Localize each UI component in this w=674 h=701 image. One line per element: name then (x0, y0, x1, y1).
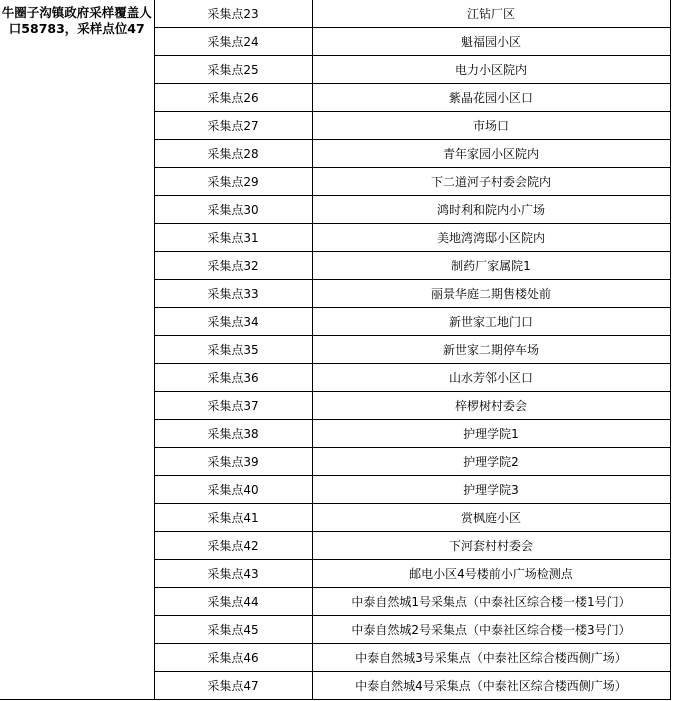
point-cell[interactable]: 采集点41 (154, 504, 312, 532)
point-cell[interactable]: 采集点28 (154, 140, 312, 168)
location-cell[interactable]: 护理学院2 (312, 448, 670, 476)
location-cell[interactable]: 护理学院3 (312, 476, 670, 504)
point-cell[interactable]: 采集点45 (154, 616, 312, 644)
point-cell[interactable]: 采集点34 (154, 308, 312, 336)
point-cell[interactable]: 采集点35 (154, 336, 312, 364)
point-cell[interactable]: 采集点27 (154, 112, 312, 140)
location-cell[interactable]: 中泰自然城2号采集点（中泰社区综合楼一楼3号门） (312, 616, 670, 644)
location-cell[interactable]: 赏枫庭小区 (312, 504, 670, 532)
point-cell[interactable]: 采集点25 (154, 56, 312, 84)
location-cell[interactable]: 青年家园小区院内 (312, 140, 670, 168)
location-cell[interactable]: 江钻厂区 (312, 0, 670, 28)
point-cell[interactable]: 采集点43 (154, 560, 312, 588)
point-cell[interactable]: 采集点32 (154, 252, 312, 280)
point-cell[interactable]: 采集点39 (154, 448, 312, 476)
location-cell[interactable]: 山水芳邻小区口 (312, 364, 670, 392)
location-cell[interactable]: 下二道河子村委会院内 (312, 168, 670, 196)
location-cell[interactable]: 紫晶花园小区口 (312, 84, 670, 112)
location-cell[interactable]: 下河套村村委会 (312, 532, 670, 560)
point-cell[interactable]: 采集点40 (154, 476, 312, 504)
point-cell[interactable]: 采集点30 (154, 196, 312, 224)
location-cell[interactable]: 新世家二期停车场 (312, 336, 670, 364)
location-cell[interactable]: 制药厂家属院1 (312, 252, 670, 280)
location-cell[interactable]: 电力小区院内 (312, 56, 670, 84)
location-cell[interactable]: 鸿时利和院内小广场 (312, 196, 670, 224)
location-cell[interactable]: 美地湾湾邸小区院内 (312, 224, 670, 252)
point-cell[interactable]: 采集点26 (154, 84, 312, 112)
location-cell[interactable]: 中泰自然城1号采集点（中泰社区综合楼一楼1号门） (312, 588, 670, 616)
point-cell[interactable]: 采集点31 (154, 224, 312, 252)
point-cell[interactable]: 采集点38 (154, 420, 312, 448)
point-cell[interactable]: 采集点29 (154, 168, 312, 196)
point-cell[interactable]: 采集点36 (154, 364, 312, 392)
table-row (0, 0, 670, 28)
location-cell[interactable]: 新世家工地门口 (312, 308, 670, 336)
point-cell[interactable]: 采集点46 (154, 644, 312, 672)
location-cell[interactable]: 中泰自然城3号采集点（中泰社区综合楼西侧广场） (312, 644, 670, 672)
location-cell[interactable]: 梓椤树村委会 (312, 392, 670, 420)
point-cell[interactable]: 采集点37 (154, 392, 312, 420)
location-cell[interactable]: 邮电小区4号楼前小广场检测点 (312, 560, 670, 588)
point-cell[interactable]: 采集点24 (154, 28, 312, 56)
location-cell[interactable]: 中泰自然城4号采集点（中泰社区综合楼西侧广场） (312, 672, 670, 700)
point-cell[interactable]: 采集点44 (154, 588, 312, 616)
group-label-cell[interactable]: 牛圈子沟镇政府采样覆盖人口58783，采样点位47 (0, 0, 154, 700)
location-cell[interactable]: 魁福园小区 (312, 28, 670, 56)
point-cell[interactable]: 采集点23 (154, 0, 312, 28)
point-cell[interactable]: 采集点47 (154, 672, 312, 700)
point-cell[interactable]: 采集点42 (154, 532, 312, 560)
location-cell[interactable]: 市场口 (312, 112, 670, 140)
location-cell[interactable]: 丽景华庭二期售楼处前 (312, 280, 670, 308)
location-cell[interactable]: 护理学院1 (312, 420, 670, 448)
point-cell[interactable]: 采集点33 (154, 280, 312, 308)
